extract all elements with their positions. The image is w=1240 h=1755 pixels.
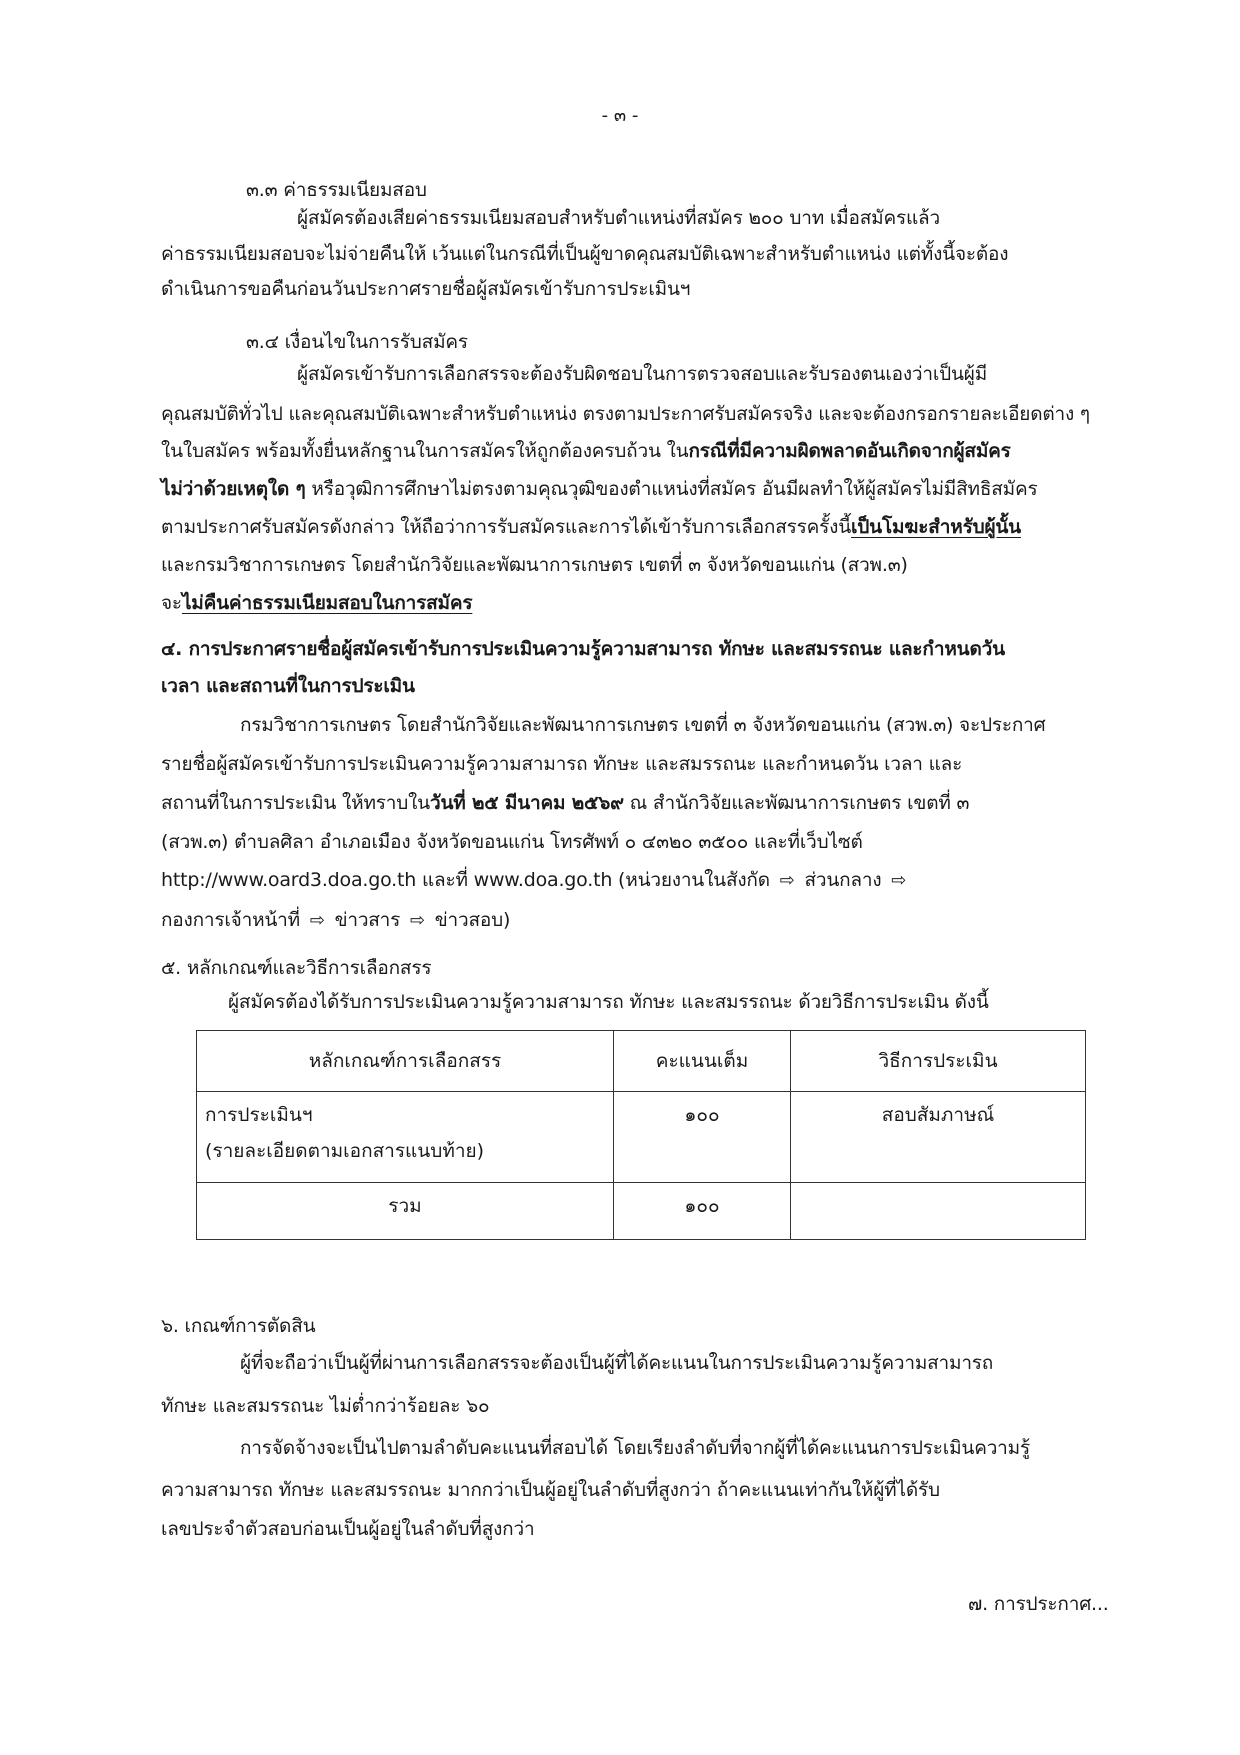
line-text: ตามประกาศรับสมัครดังกล่าว ให้ถือว่าการรับสมัครและการได้เข้ารับการเลือกสรรครั้งนี้ [161, 516, 852, 538]
table-total-row [197, 1183, 1086, 1240]
section-6-p2-line-1: การจัดจ้างจะเป็นไปตามลำดับคะแนนที่สอบได้ โดยเรียงลำดับที่จากผู้ที่ได้คะแนนการประเมินความรู้ [240, 1437, 1030, 1459]
section-5-heading: ๕. หลักเกณฑ์และวิธีการเลือกสรร [161, 957, 432, 979]
arrow-right-icon: ⇨ [779, 870, 795, 891]
criteria-note: (รายละเอียดตามเอกสารแนบท้าย) [205, 1140, 485, 1162]
nav-path-item: กองการเจ้าหน้าที่ [161, 909, 300, 931]
table-header-row [197, 1031, 1086, 1092]
table-row [197, 1092, 1086, 1183]
section-3-4-line-5 [161, 513, 1021, 541]
nav-path-item: ส่วนกลาง [804, 869, 882, 891]
line-text: สถานที่ในการประเมิน ให้ทราบใน [161, 792, 430, 814]
line-text: ณ สำนักวิจัยและพัฒนาการเกษตร เขตที่ ๓ [623, 792, 970, 814]
section-4-line-1: กรมวิชาการเกษตร โดยสำนักวิจัยและพัฒนาการเกษตร เขตที่ ๓ จังหวัดขอนแก่น (สวพ.๓) จะประกาศ [240, 714, 1046, 736]
line-text: หรือวุฒิการศึกษาไม่ตรงตามคุณวุฒิของตำแหน่งที่สมัคร อันมีผลทำให้ผู้สมัครไม่มีสิทธิสมัคร [305, 478, 1038, 500]
announcement-date: วันที่ ๒๕ มีนาคม ๒๕๖๙ [429, 792, 624, 814]
emphasis-text: กรณีที่มีความผิดพลาดอันเกิดจากผู้สมัคร [688, 440, 1011, 462]
cell-method: สอบสัมภาษณ์ [791, 1092, 1086, 1183]
header-method: วิธีการประเมิน [791, 1031, 1086, 1092]
section-3-3-line-2: ค่าธรรมเนียมสอบจะไม่จ่ายคืนให้ เว้นแต่ในกรณีที่เป็นผู้ขาดคุณสมบัติเฉพาะสำหรับตำแหน่ง แต่ทั้งนี้จะต้อง [161, 243, 1009, 265]
section-6-p1-line-2: ทักษะ และสมรรถนะ ไม่ต่ำกว่าร้อยละ ๖๐ [161, 1395, 490, 1417]
void-notice-text: เป็นโมฆะสำหรับผู้นั้น [851, 516, 1021, 538]
line-text: (หน่วยงานในสังกัด [612, 869, 770, 891]
arrow-right-icon: ⇨ [309, 910, 325, 931]
section-4-line-6 [161, 906, 510, 935]
section-3-4-line-3 [161, 437, 1011, 465]
arrow-right-icon: ⇨ [891, 870, 907, 891]
section-5-intro: ผู้สมัครต้องได้รับการประเมินความรู้ความสามารถ ทักษะ และสมรรถนะ ด้วยวิธีการประเมิน ดังนี้ [228, 991, 989, 1013]
total-method [791, 1183, 1086, 1240]
section-4-line-2: รายชื่อผู้สมัครเข้ารับการประเมินความรู้ความสามารถ ทักษะ และสมรรถนะ และกำหนดวัน เวลา และ [161, 753, 963, 775]
criteria-label: การประเมินฯ [205, 1104, 313, 1126]
header-full-score: คะแนนเต็ม [614, 1031, 791, 1092]
arrow-right-icon: ⇨ [410, 910, 425, 931]
section-4-line-5 [161, 866, 910, 895]
section-3-4-line-4 [161, 475, 1037, 503]
nav-path-item: ข่าวสาร [334, 909, 401, 931]
section-3-4-line-2: คุณสมบัติทั่วไป และคุณสมบัติเฉพาะสำหรับตำแหน่ง ตรงตามประกาศรับสมัครจริง และจะต้องกรอกรายละเอียดต่าง ๆ [161, 403, 1090, 425]
section-6-p2-line-3: เลขประจำตัวสอบก่อนเป็นผู้อยู่ในลำดับที่สูงกว่า [161, 1518, 535, 1540]
section-3-4-line-1: ผู้สมัครเข้ารับการเลือกสรรจะต้องรับผิดชอบในการตรวจสอบและรับรองตนเองว่าเป็นผู้มี [297, 363, 988, 385]
emphasis-text: ไม่ว่าด้วยเหตุใด ๆ [161, 478, 306, 500]
line-text: จะ [161, 592, 182, 614]
oard3-url[interactable]: http://www.oard3.doa.go.th [161, 869, 417, 891]
section-4-line-3 [161, 789, 969, 817]
total-score: ๑๐๐ [614, 1183, 791, 1240]
cell-criteria [197, 1092, 614, 1183]
section-4-line-4: (สวพ.๓) ตำบลศิลา อำเภอเมือง จังหวัดขอนแก่น โทรศัพท์ ๐ ๔๓๒๐ ๓๕๐๐ และที่เว็บไซต์ [161, 831, 863, 853]
section-3-4-line-7 [161, 589, 472, 617]
section-6-p1-line-1: ผู้ที่จะถือว่าเป็นผู้ที่ผ่านการเลือกสรรจะต้องเป็นผู้ที่ได้คะแนนในการประเมินความรู้ความสามารถ [240, 1352, 994, 1374]
line-text: และที่ [416, 869, 474, 891]
section-3-3-heading: ๓.๓ ค่าธรรมเนียมสอบ [246, 179, 427, 201]
no-refund-text: ไม่คืนค่าธรรมเนียมสอบในการสมัคร [181, 592, 473, 614]
total-label: รวม [197, 1183, 614, 1240]
section-6-p2-line-2: ความสามารถ ทักษะ และสมรรถนะ มากกว่าเป็นผู้อยู่ในลำดับที่สูงกว่า ถ้าคะแนนเท่ากันให้ผู้ที่ได้รับ [161, 1479, 940, 1501]
section-3-3-line-3: ดำเนินการขอคืนก่อนวันประกาศรายชื่อผู้สมัครเข้ารับการประเมินฯ [161, 278, 691, 300]
selection-criteria-table [196, 1030, 1086, 1240]
section-3-4-line-6: และกรมวิชาการเกษตร โดยสำนักวิจัยและพัฒนาการเกษตร เขตที่ ๓ จังหวัดขอนแก่น (สวพ.๓) [161, 554, 908, 576]
header-criteria: หลักเกณฑ์การเลือกสรร [197, 1031, 614, 1092]
doa-url[interactable]: www.doa.go.th [473, 869, 613, 891]
continuation-marker: ๗. การประกาศ... [968, 1593, 1109, 1615]
nav-path-item: ข่าวสอบ) [434, 909, 511, 931]
section-4-heading-line-2: เวลา และสถานที่ในการประเมิน [161, 675, 415, 697]
section-3-3-line-1: ผู้สมัครต้องเสียค่าธรรมเนียมสอบสำหรับตำแหน่งที่สมัคร ๒๐๐ บาท เมื่อสมัครแล้ว [297, 207, 940, 229]
page-number: - ๓ - [601, 105, 639, 126]
section-6-heading: ๖. เกณฑ์การตัดสิน [161, 1315, 316, 1337]
line-text: ในใบสมัคร พร้อมทั้งยื่นหลักฐานในการสมัครให้ถูกต้องครบถ้วน ใน [161, 440, 689, 462]
section-4-heading-line-1: ๔. การประกาศรายชื่อผู้สมัครเข้ารับการประเมินความรู้ความสามารถ ทักษะ และสมรรถนะ และกำหนดวัน [161, 638, 1005, 660]
section-3-4-heading: ๓.๔ เงื่อนไขในการรับสมัคร [246, 331, 468, 353]
cell-score: ๑๐๐ [614, 1092, 791, 1183]
